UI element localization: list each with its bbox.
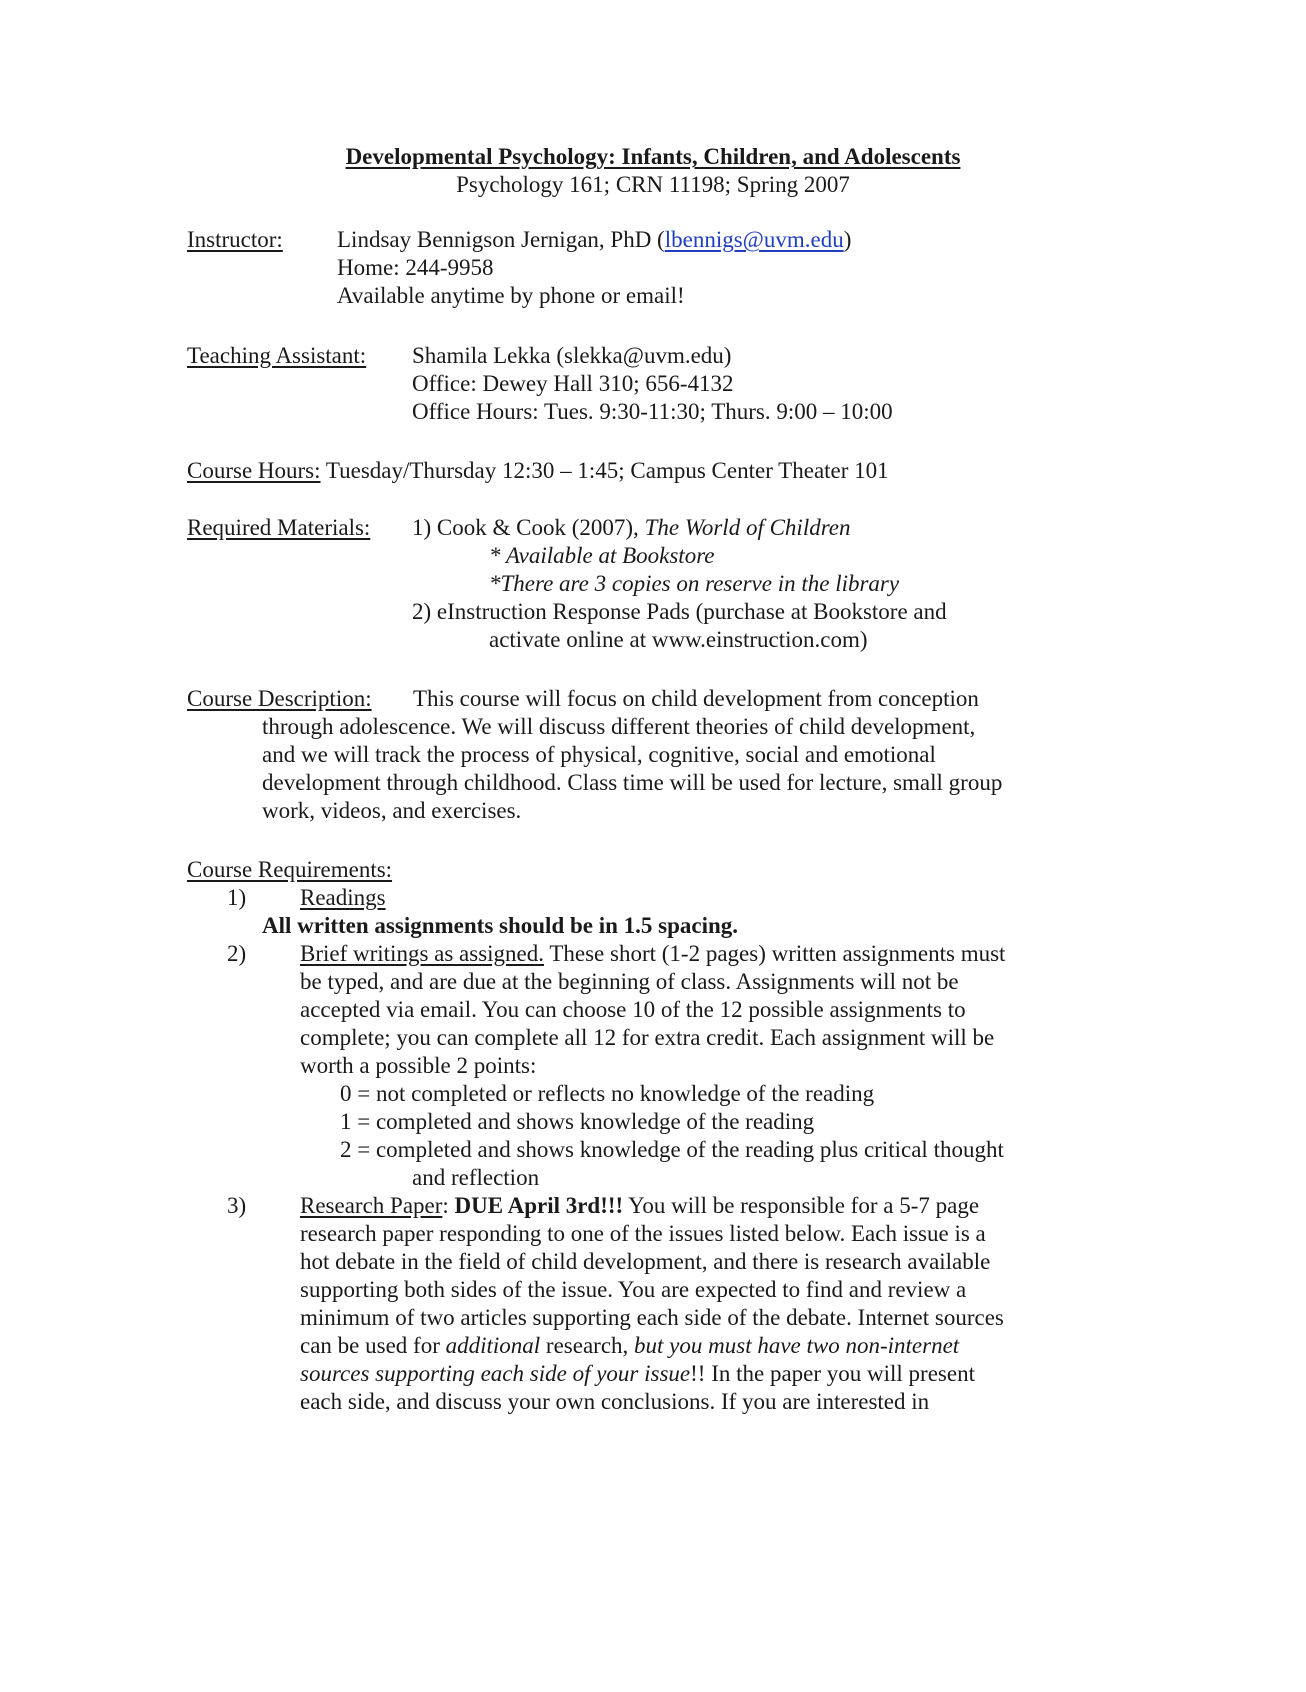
materials-item-1-prefix: 1) Cook & Cook (2007), [412, 515, 645, 540]
materials-item-2-line-2: activate online at www.einstruction.com) [489, 627, 868, 652]
requirement-3-colon: : [442, 1193, 455, 1218]
requirement-2-line [300, 940, 1005, 968]
requirement-2-line: worth a possible 2 points: [300, 1053, 537, 1078]
ta-name: Shamila Lekka (slekka@uvm.edu) [412, 343, 732, 368]
requirement-2-line: accepted via email. You can choose 10 of the 12 possible assignments to [300, 997, 966, 1022]
score-item: 0 = not completed or reflects no knowledge of the reading [340, 1081, 875, 1106]
requirement-2-number: 2) [227, 941, 247, 966]
requirement-3-line: research paper responding to one of the issues listed below. Each issue is a [300, 1221, 986, 1246]
description-line: through adolescence. We will discuss different theories of child development, [262, 714, 976, 739]
score-item-continuation: and reflection [412, 1165, 540, 1190]
materials-item-1-note-2: *There are 3 copies on reserve in the library [489, 571, 900, 596]
requirements-label: Course Requirements: [187, 857, 393, 882]
requirement-2-line: be typed, and are due at the beginning of class. Assignments will not be [300, 969, 959, 994]
requirement-3-text: can be used for [300, 1333, 446, 1358]
materials-item-2-line-1: 2) eInstruction Response Pads (purchase at Bookstore and [412, 599, 947, 624]
requirement-3-number: 3) [227, 1193, 247, 1218]
requirement-3-line: each side, and discuss your own conclusions. If you are interested in [300, 1389, 930, 1414]
score-item: 2 = completed and shows knowledge of the reading plus critical thought [340, 1137, 1004, 1162]
description-label: Course Description: [187, 686, 372, 711]
requirement-2-line: complete; you can complete all 12 for extra credit. Each assignment will be [300, 1025, 995, 1050]
requirement-3-first: You will be responsible for a 5-7 page [623, 1193, 980, 1218]
requirement-3-emphasis: but you must have two non-internet [634, 1333, 960, 1358]
description-line: development through childhood. Class time will be used for lecture, small group [262, 770, 1003, 795]
requirement-3-line: minimum of two articles supporting each side of the debate. Internet sources [300, 1305, 1004, 1330]
requirement-2-title: Brief writings as assigned. [300, 941, 545, 966]
description-line: work, videos, and exercises. [262, 798, 522, 823]
requirement-3-text: research, [540, 1333, 635, 1358]
materials-item-1-title: The World of Children [644, 515, 851, 540]
instructor-name-line [337, 226, 851, 254]
materials-item-1-note-1: * Available at Bookstore [489, 543, 715, 568]
instructor-email-link[interactable]: lbennigs@uvm.edu [664, 227, 844, 252]
instructor-label: Instructor: [187, 227, 283, 252]
materials-item-1 [412, 514, 851, 542]
instructor-home-phone: Home: 244-9958 [337, 255, 494, 280]
description-line: This course will focus on child development from conception [413, 686, 979, 711]
ta-label: Teaching Assistant: [187, 343, 367, 368]
instructor-name-close: ) [843, 227, 852, 252]
spacing-note: All written assignments should be in 1.5 spacing. [262, 913, 739, 938]
score-item: 1 = completed and shows knowledge of the reading [340, 1109, 815, 1134]
materials-label: Required Materials: [187, 515, 371, 540]
requirement-3-line [300, 1332, 959, 1360]
ta-office: Office: Dewey Hall 310; 656-4132 [412, 371, 734, 396]
requirement-3-text: !! In the paper you will present [690, 1361, 975, 1386]
requirement-3-emphasis: additional [445, 1333, 541, 1358]
ta-office-hours: Office Hours: Tues. 9:30-11:30; Thurs. 9:00 – 10:00 [412, 399, 893, 424]
requirement-1-number: 1) [227, 885, 247, 910]
requirement-3-line: hot debate in the field of child development, and there is research available [300, 1249, 991, 1274]
description-line: and we will track the process of physical, cognitive, social and emotional [262, 742, 936, 767]
requirement-3-line [300, 1360, 975, 1388]
page-title: Developmental Psychology: Infants, Children, and Adolescents [345, 144, 961, 169]
requirement-3-line: supporting both sides of the issue. You are expected to find and review a [300, 1277, 967, 1302]
requirement-2-text: These short (1-2 pages) written assignments must [544, 941, 1006, 966]
instructor-name: Lindsay Bennigson Jernigan, PhD ( [337, 227, 665, 252]
course-hours-line [187, 457, 889, 485]
course-hours-value: Tuesday/Thursday 12:30 – 1:45; Campus Center Theater 101 [320, 458, 889, 483]
requirement-3-title: Research Paper [300, 1193, 443, 1218]
requirement-1-title: Readings [300, 885, 386, 910]
page-subtitle: Psychology 161; CRN 11198; Spring 2007 [456, 172, 850, 197]
requirement-3-emphasis: sources supporting each side of your issue [300, 1361, 691, 1386]
requirement-3-due: DUE April 3rd!!! [454, 1193, 624, 1218]
requirement-3-line [300, 1192, 979, 1220]
course-hours-label: Course Hours: [187, 458, 321, 483]
instructor-availability: Available anytime by phone or email! [337, 283, 685, 308]
